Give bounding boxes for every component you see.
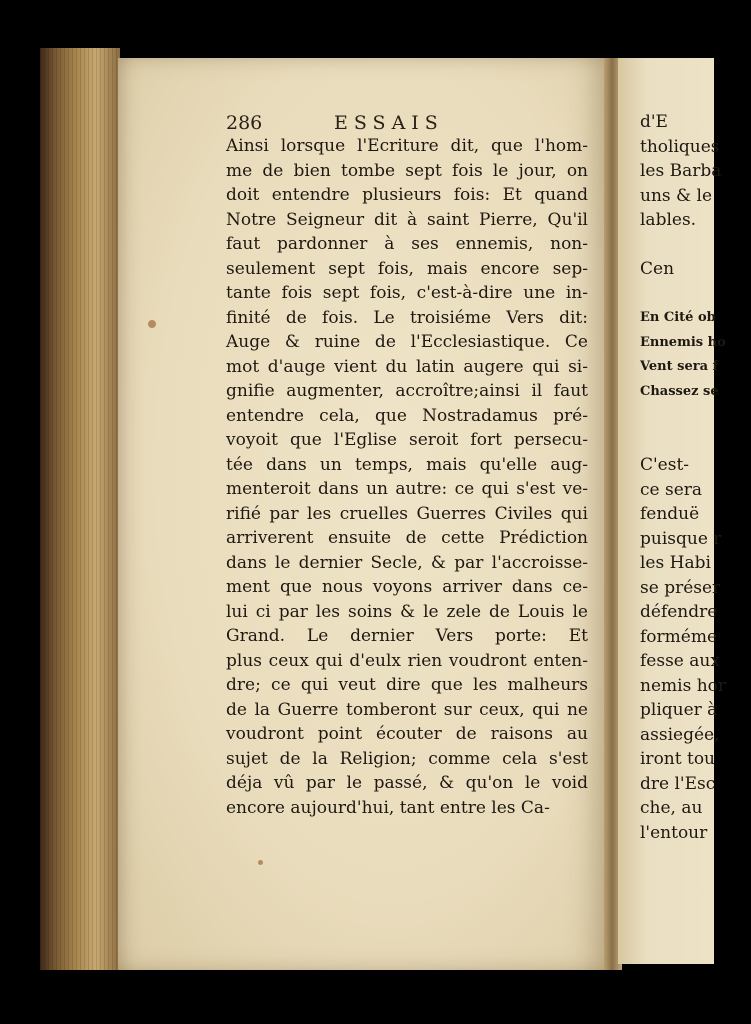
running-head: ESSAIS bbox=[334, 112, 444, 134]
text-line: che, au bbox=[640, 798, 703, 818]
text-line: fenduë bbox=[640, 504, 700, 524]
text-line: de la Guerre tomberont sur ceux, qui ne bbox=[226, 699, 588, 720]
text-line: ment que nous voyons arriver dans ce- bbox=[226, 577, 588, 597]
text-line: dre l'Esc bbox=[640, 773, 716, 794]
text-line: nemis hor bbox=[640, 675, 727, 696]
text-line: les Habi bbox=[640, 553, 711, 573]
text-line bbox=[640, 404, 751, 429]
text-line: dans le dernier Secle, & par l'accroisse- bbox=[226, 552, 588, 573]
text-line: Vent sera f bbox=[640, 359, 719, 374]
foxing-spot bbox=[148, 320, 156, 328]
text-line: voudront point écouter de raisons au bbox=[226, 724, 588, 744]
text-line: encore aujourd'hui, tant entre les Ca- bbox=[226, 797, 550, 818]
page-number: 286 bbox=[226, 112, 263, 134]
text-line: sujet de la Religion; comme cela s'est bbox=[226, 748, 588, 769]
text-line: ce sera bbox=[640, 479, 703, 500]
text-line: Auge & ruine de l'Ecclesiastique. Ce bbox=[226, 332, 588, 352]
right-page-text bbox=[640, 110, 751, 845]
text-line: défendre bbox=[640, 602, 718, 622]
text-line: forméme bbox=[640, 626, 718, 647]
text-line: puisque r bbox=[640, 528, 722, 549]
text-line: d'E bbox=[640, 112, 668, 132]
text-line: arriverent ensuite de cette Prédiction bbox=[226, 528, 588, 548]
text-line: voyoit que l'Eglise seroit fort persecu- bbox=[226, 430, 588, 450]
text-line: se préser bbox=[640, 577, 721, 598]
text-line: menteroit dans un autre: ce qui s'est ve- bbox=[226, 479, 588, 499]
text-line: pliquer à bbox=[640, 700, 718, 720]
text-line bbox=[640, 429, 751, 454]
text-line: lables. bbox=[640, 210, 697, 230]
text-line: Grand. Le dernier Vers porte: Et bbox=[226, 626, 588, 646]
text-line: fesse aux bbox=[640, 651, 720, 671]
text-line: déja vû par le passé, & qu'on le void bbox=[226, 773, 588, 793]
text-line: Chassez se bbox=[640, 383, 719, 399]
text-line: faut pardonner à ses ennemis, non- bbox=[226, 234, 588, 254]
foxing-spot bbox=[258, 860, 263, 865]
text-line: iront tou bbox=[640, 749, 715, 769]
text-line: Notre Seigneur dit à saint Pierre, Qu'il bbox=[226, 209, 588, 230]
text-line bbox=[640, 282, 751, 307]
text-line: tée dans un temps, mais qu'elle aug- bbox=[226, 454, 588, 475]
text-line: mot d'auge vient du latin augere qui si- bbox=[226, 356, 588, 377]
text-line: En Cité ob bbox=[640, 310, 716, 325]
text-line: doit entendre plusieurs fois: Et quand bbox=[226, 185, 588, 205]
page-header bbox=[226, 112, 586, 136]
text-line: plus ceux qui d'eulx rien voudront enten- bbox=[226, 650, 588, 671]
text-line: Cen bbox=[640, 259, 675, 279]
text-line: entendre cela, que Nostradamus pré- bbox=[226, 405, 588, 426]
text-line: Ainsi lorsque l'Ecriture dit, que l'hom- bbox=[226, 136, 588, 156]
text-line: uns & le bbox=[640, 185, 713, 206]
text-line: tholiques bbox=[640, 136, 720, 157]
text-line: dre; ce qui veut dire que les malheurs bbox=[226, 675, 588, 695]
text-line: gnifie augmenter, accroître;ainsi il faut bbox=[226, 381, 588, 401]
text-line: C'est- bbox=[640, 455, 690, 475]
text-line: me de bien tombe sept fois le jour, on bbox=[226, 160, 588, 181]
text-line: lui ci par les soins & le zele de Louis le bbox=[226, 601, 588, 622]
text-line: Ennemis ho bbox=[640, 334, 726, 350]
text-line: tante fois sept fois, c'est-à-dire une in- bbox=[226, 283, 588, 303]
book-edge bbox=[40, 48, 120, 970]
body-text bbox=[226, 134, 588, 820]
text-line: rifié par les cruelles Guerres Civiles qui bbox=[226, 503, 588, 524]
text-line: l'entour bbox=[640, 822, 708, 843]
text-line: seulement sept fois, mais encore sep- bbox=[226, 258, 588, 279]
text-line: finité de fois. Le troisiéme Vers dit: bbox=[226, 307, 588, 328]
text-line: les Barba bbox=[640, 161, 722, 181]
text-line: assiegée, bbox=[640, 724, 720, 745]
text-line bbox=[640, 233, 751, 258]
